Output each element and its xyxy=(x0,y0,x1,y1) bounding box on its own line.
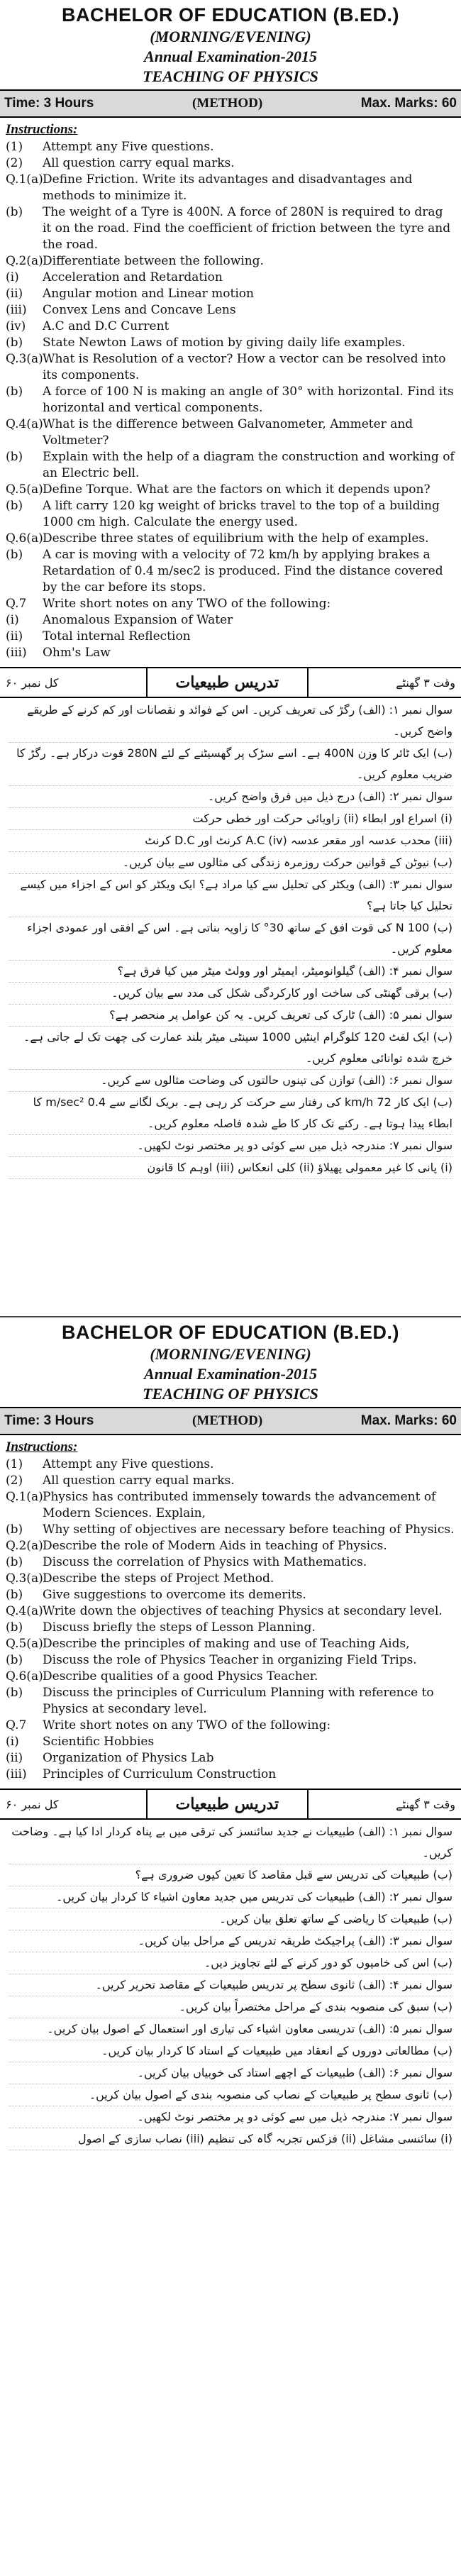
marks-label: Max. Marks: 60 xyxy=(360,1413,457,1428)
question-item xyxy=(0,319,461,335)
time-label: Time: 3 Hours xyxy=(4,1413,94,1428)
instructions-heading: Instructions: xyxy=(6,122,78,137)
question-item xyxy=(0,172,461,204)
question-text: A force of 100 N is making an angle of 30° with horizontal. Find its horizontal and vertical components. xyxy=(43,385,454,415)
question-number: Q.5(a) xyxy=(6,1637,43,1651)
question-number: (b) xyxy=(6,385,23,399)
session-label: (MORNING/EVENING) xyxy=(150,1345,311,1363)
session-label: (MORNING/EVENING) xyxy=(150,28,311,45)
question-text: Attempt any Five questions. xyxy=(43,1457,214,1471)
question-number: Q.5(a) xyxy=(6,482,43,497)
urdu-question-list xyxy=(0,698,461,1181)
urdu-question-list xyxy=(0,1820,461,2152)
urdu-header-marks: کل نمبر ۶۰ xyxy=(6,1797,59,1811)
question-text: Why setting of objectives are necessary before teaching of Physics. xyxy=(43,1522,455,1537)
question-number: (i) xyxy=(6,270,19,284)
urdu-question-line: سوال نمبر ۷: مندرجہ ذیل میں سے کوئی دو پر مختصر نوٹ لکھیں۔ xyxy=(9,2106,452,2128)
question-text: Describe three states of equilibrium with the help of examples. xyxy=(43,531,429,546)
question-item xyxy=(0,1718,461,1734)
question-list xyxy=(0,139,461,661)
urdu-question-line: (i) اسراع اور ابطاء (ii) زاویائی حرکت اور خطی حرکت xyxy=(9,808,452,830)
question-item xyxy=(0,1734,461,1750)
question-item xyxy=(0,1767,461,1783)
question-item xyxy=(0,1538,461,1554)
question-item xyxy=(0,547,461,596)
question-text: Define Friction. Write its advantages and disadvantages and methods to minimize it. xyxy=(43,172,413,203)
question-item xyxy=(0,1603,461,1620)
question-item xyxy=(0,1522,461,1538)
exam-info-bar xyxy=(0,89,461,118)
question-item xyxy=(0,482,461,498)
method-label: (METHOD) xyxy=(191,1413,263,1428)
urdu-header-subject: تدریس طبیعیات xyxy=(146,1790,309,1818)
question-text: The weight of a Tyre is 400N. A force of 280N is required to drag it on the road. Find the coefficient of friction between the tyre and the road. xyxy=(43,205,451,252)
question-number: (ii) xyxy=(6,629,23,643)
question-list xyxy=(0,1456,461,1783)
question-text: Discuss briefly the steps of Lesson Planning. xyxy=(43,1620,316,1635)
urdu-question-line: سوال نمبر ۳: (الف) ویکٹر کی تحلیل سے کیا مراد ہے؟ ایک ویکٹر کو اس کے اجزاء میں کیسے تحلیل کیا جاتا ہے؟ xyxy=(9,874,452,917)
urdu-question-line: (iii) محدب عدسہ اور مقعر عدسہ (iv) A.C کرنٹ اور D.C کرنٹ xyxy=(9,830,452,852)
question-number: (i) xyxy=(6,1735,19,1749)
urdu-header xyxy=(0,667,461,698)
question-text: What is the difference between Galvanometer, Ammeter and Voltmeter? xyxy=(43,417,413,448)
exam-label: Annual Examination-2015 xyxy=(144,1365,317,1383)
question-item xyxy=(0,1636,461,1652)
question-text: Attempt any Five questions. xyxy=(43,140,214,154)
question-text: Describe the steps of Project Method. xyxy=(43,1571,274,1586)
question-item xyxy=(0,253,461,270)
question-item xyxy=(0,1587,461,1603)
question-text: Ohm's Law xyxy=(43,646,111,660)
question-number: (iv) xyxy=(6,319,26,333)
exam-paper-teaching-of-physics-method xyxy=(0,1316,461,2576)
question-number: Q.6(a) xyxy=(6,1669,43,1684)
question-number: (b) xyxy=(6,1686,23,1700)
question-item xyxy=(0,351,461,384)
question-text: Acceleration and Retardation xyxy=(43,270,223,284)
question-text: A car is moving with a velocity of 72 km/h by applying brakes a Retardation of 0.4 m/sec2 is produced. Find the distance covered by the car before its stops. xyxy=(43,548,443,595)
question-item xyxy=(0,1456,461,1473)
question-number: (iii) xyxy=(6,1767,27,1781)
urdu-question-line: سوال نمبر ۶: (الف) توازن کی تینوں حالتوں کی وضاحت مثالوں سے کریں۔ xyxy=(9,1070,452,1092)
question-item xyxy=(0,1473,461,1489)
question-item xyxy=(0,286,461,302)
subject-label: TEACHING OF PHYSICS xyxy=(143,1385,318,1403)
question-number: (1) xyxy=(6,140,23,154)
urdu-question-line: سوال نمبر ۲: (الف) درج ذیل میں فرق واضح کریں۔ xyxy=(9,786,452,808)
urdu-question-line: سوال نمبر ۴: (الف) ثانوی سطح پر تدریس طبیعیات کے مقاصد تحریر کریں۔ xyxy=(9,1974,452,1996)
question-number: (b) xyxy=(6,1620,23,1635)
urdu-question-line: (ب) طبیعیات کا ریاضی کے ساتھ تعلق بیان کریں۔ xyxy=(9,1908,452,1930)
urdu-question-line: سوال نمبر ۶: (الف) طبیعیات کے اچھے استاد کی خوبیاں بیان کریں۔ xyxy=(9,2062,452,2084)
question-text: Discuss the principles of Curriculum Planning with reference to Physics at secondary level. xyxy=(43,1686,434,1716)
question-number: (1) xyxy=(6,1457,23,1471)
question-number: (ii) xyxy=(6,1751,23,1765)
question-text: Total internal Reflection xyxy=(43,629,191,643)
question-text: A.C and D.C Current xyxy=(43,319,170,333)
question-number: Q.7 xyxy=(6,1718,27,1732)
question-number: Q.3(a) xyxy=(6,352,43,366)
question-item xyxy=(0,449,461,482)
question-text: Angular motion and Linear motion xyxy=(43,287,254,301)
urdu-question-line: (ب) برقی گھنٹی کی ساخت اور کارکردگی شکل کی مدد سے بیان کریں۔ xyxy=(9,983,452,1005)
urdu-question-line: سوال نمبر ۷: مندرجہ ذیل میں سے کوئی دو پر مختصر نوٹ لکھیں۔ xyxy=(9,1135,452,1157)
question-item xyxy=(0,1554,461,1571)
question-text: Define Torque. What are the factors on which it depends upon? xyxy=(43,482,431,497)
urdu-question-line: سوال نمبر ۱: (الف) رگڑ کی تعریف کریں۔ اس کے فوائد و نقصانات اور کم کرنے کے طریقے واضح کریں۔ xyxy=(9,700,452,743)
subject-label: TEACHING OF PHYSICS xyxy=(143,67,318,85)
exam-label: Annual Examination-2015 xyxy=(144,48,317,65)
question-number: Q.2(a) xyxy=(6,254,43,268)
urdu-question-line: سوال نمبر ۳: (الف) پراجیکٹ طریقہ تدریس کے مراحل بیان کریں۔ xyxy=(9,1930,452,1952)
question-text: Scientific Hobbies xyxy=(43,1735,155,1749)
urdu-question-line: (ب) ایک کار 72 km/h کی رفتار سے حرکت کر رہی ہے۔ بریک لگانے سے 0.4 m/sec² کا ابطاء پیدا ہوتا ہے۔ رکنے تک کار کا طے شدہ فاصلہ معلوم کریں۔ xyxy=(9,1092,452,1135)
question-text: All question carry equal marks. xyxy=(43,156,235,170)
urdu-header xyxy=(0,1789,461,1820)
question-number: (b) xyxy=(6,1555,23,1569)
question-item xyxy=(0,384,461,416)
question-text: Physics has contributed immensely towards the advancement of Modern Sciences. Explain, xyxy=(43,1490,436,1520)
marks-label: Max. Marks: 60 xyxy=(360,96,457,111)
question-text: Write short notes on any TWO of the following: xyxy=(43,1718,331,1732)
question-number: Q.1(a) xyxy=(6,1490,43,1504)
urdu-question-line: (ب) اس کی خامیوں کو دور کرنے کے لئے تجاویز دیں۔ xyxy=(9,1952,452,1974)
question-text: Write down the objectives of teaching Physics at secondary level. xyxy=(43,1604,443,1618)
question-number: (b) xyxy=(6,1522,23,1537)
question-text: Describe qualities of a good Physics Teacher. xyxy=(43,1669,318,1684)
urdu-question-line: (ب) ایک ٹائر کا وزن 400N ہے۔ اسے سڑک پر گھسیٹنے کے لئے 280N قوت درکار ہے۔ رگڑ کا ضریب معلوم کریں۔ xyxy=(9,743,452,786)
question-number: (2) xyxy=(6,156,23,170)
urdu-question-line: (ب) 100 N کی قوت افق کے ساتھ 30° کا زاویہ بناتی ہے۔ اس کے افقی اور عمودی اجزاء معلوم کریں۔ xyxy=(9,917,452,961)
paper-title: BACHELOR OF EDUCATION (B.ED.) xyxy=(62,1322,399,1343)
question-number: Q.7 xyxy=(6,597,27,611)
urdu-question-line: سوال نمبر ۵: (الف) تدریسی معاون اشیاء کی تیاری اور استعمال کے اصول بیان کریں۔ xyxy=(9,2018,452,2040)
urdu-question-line: (ب) طبیعیات کی تدریس سے قبل مقاصد کا تعین کیوں ضروری ہے؟ xyxy=(9,1864,452,1886)
question-item xyxy=(0,1669,461,1685)
instructions-heading: Instructions: xyxy=(6,1439,78,1454)
question-number: Q.4(a) xyxy=(6,417,43,431)
paper-title: BACHELOR OF EDUCATION (B.ED.) xyxy=(62,4,399,26)
question-item xyxy=(0,645,461,661)
question-item xyxy=(0,1571,461,1587)
urdu-question-line: سوال نمبر ۴: (الف) گیلوانومیٹر، ایمیٹر اور وولٹ میٹر میں کیا فرق ہے؟ xyxy=(9,961,452,983)
question-item xyxy=(0,139,461,155)
time-label: Time: 3 Hours xyxy=(4,96,94,111)
question-item xyxy=(0,531,461,547)
question-number: (ii) xyxy=(6,287,23,301)
question-number: Q.4(a) xyxy=(6,1604,43,1618)
urdu-question-line: سوال نمبر ۵: (الف) ٹارک کی تعریف کریں۔ یہ کن عوامل پر منحصر ہے؟ xyxy=(9,1005,452,1027)
urdu-header-marks: کل نمبر ۶۰ xyxy=(6,675,59,690)
question-text: Describe the principles of making and use of Teaching Aids, xyxy=(43,1637,410,1651)
question-number: (iii) xyxy=(6,303,27,317)
urdu-header-subject: تدریس طبیعیات xyxy=(146,668,309,697)
question-text: Write short notes on any TWO of the following: xyxy=(43,597,331,611)
question-text: Explain with the help of a diagram the construction and working of an Electric bell. xyxy=(43,450,455,480)
question-text: What is Resolution of a vector? How a vector can be resolved into its components. xyxy=(43,352,446,382)
question-number: Q.2(a) xyxy=(6,1539,43,1553)
question-number: (b) xyxy=(6,205,23,219)
urdu-question-line: (ب) سبق کی منصوبہ بندی کے مراحل مختصراً بیان کریں۔ xyxy=(9,1996,452,2018)
urdu-question-line: سوال نمبر ۲: (الف) طبیعیات کی تدریس میں جدید معاون اشیاء کا کردار بیان کریں۔ xyxy=(9,1886,452,1908)
urdu-question-line: (i) سائنسی مشاغل (ii) فزکس تجربہ گاہ کی تنظیم (iii) نصاب سازی کے اصول xyxy=(9,2128,452,2150)
question-item xyxy=(0,498,461,531)
urdu-question-line: (ب) مطالعاتی دوروں کے انعقاد میں طبیعیات کے استاد کا کردار بیان کریں۔ xyxy=(9,2040,452,2062)
question-number: Q.3(a) xyxy=(6,1571,43,1586)
question-text: Describe the role of Modern Aids in teaching of Physics. xyxy=(43,1539,387,1553)
question-number: (b) xyxy=(6,499,23,513)
urdu-question-line: (ب) ثانوی سطح پر طبیعیات کے نصاب کی منصوبہ بندی کے اصول بیان کریں۔ xyxy=(9,2084,452,2106)
question-text: Principles of Curriculum Construction xyxy=(43,1767,277,1781)
question-text: State Newton Laws of motion by giving daily life examples. xyxy=(43,336,406,350)
question-text: Discuss the correlation of Physics with Mathematics. xyxy=(43,1555,367,1569)
question-item xyxy=(0,335,461,351)
question-item xyxy=(0,270,461,286)
question-number: (2) xyxy=(6,1474,23,1488)
question-number: Q.6(a) xyxy=(6,531,43,546)
question-text: Anomalous Expansion of Water xyxy=(43,613,233,627)
question-text: Discuss the role of Physics Teacher in organizing Field Trips. xyxy=(43,1653,417,1667)
question-number: (i) xyxy=(6,613,19,627)
question-number: (b) xyxy=(6,548,23,562)
question-item xyxy=(0,1489,461,1522)
question-item xyxy=(0,1685,461,1718)
question-item xyxy=(0,155,461,172)
question-number: (b) xyxy=(6,336,23,350)
question-number: (b) xyxy=(6,1653,23,1667)
urdu-question-line: سوال نمبر ۱: (الف) طبیعیات نے جدید سائنسز کی ترقی میں بے پناہ کردار ادا کیا ہے۔ وضاحت کریں۔ xyxy=(9,1821,452,1864)
exam-info-bar xyxy=(0,1407,461,1435)
question-item xyxy=(0,1652,461,1669)
urdu-question-line: (i) پانی کا غیر معمولی پھیلاؤ (ii) کلی انعکاس (iii) اوہم کا قانون xyxy=(9,1157,452,1179)
urdu-question-line: (ب) ایک لفٹ 120 کلوگرام اینٹیں 1000 سینٹی میٹر بلند عمارت کی چھت تک لے جاتی ہے۔ خرچ شدہ توانائی معلوم کریں۔ xyxy=(9,1027,452,1070)
urdu-header-time: وقت ۳ گھنٹے xyxy=(396,1797,455,1811)
question-text: Differentiate between the following. xyxy=(43,254,264,268)
question-item xyxy=(0,302,461,319)
question-item xyxy=(0,1620,461,1636)
question-number: (b) xyxy=(6,450,23,464)
question-text: Convex Lens and Concave Lens xyxy=(43,303,236,317)
question-item xyxy=(0,629,461,645)
question-number: (iii) xyxy=(6,646,27,660)
question-number: Q.1(a) xyxy=(6,172,43,187)
question-text: A lift carry 120 kg weight of bricks travel to the top of a building 1000 cm high. Calculate the energy used. xyxy=(43,499,440,529)
question-text: Give suggestions to overcome its demerits. xyxy=(43,1588,306,1602)
method-label: (METHOD) xyxy=(191,96,263,111)
question-text: All question carry equal marks. xyxy=(43,1474,235,1488)
question-text: Organization of Physics Lab xyxy=(43,1751,214,1765)
urdu-question-line: (ب) نیوٹن کے قوانین حرکت روزمرہ زندگی کی مثالوں سے بیان کریں۔ xyxy=(9,852,452,874)
question-item xyxy=(0,416,461,449)
question-item xyxy=(0,1750,461,1767)
urdu-header-time: وقت ۳ گھنٹے xyxy=(396,675,455,690)
question-item xyxy=(0,612,461,629)
question-item xyxy=(0,596,461,612)
question-number: (b) xyxy=(6,1588,23,1602)
question-item xyxy=(0,204,461,253)
